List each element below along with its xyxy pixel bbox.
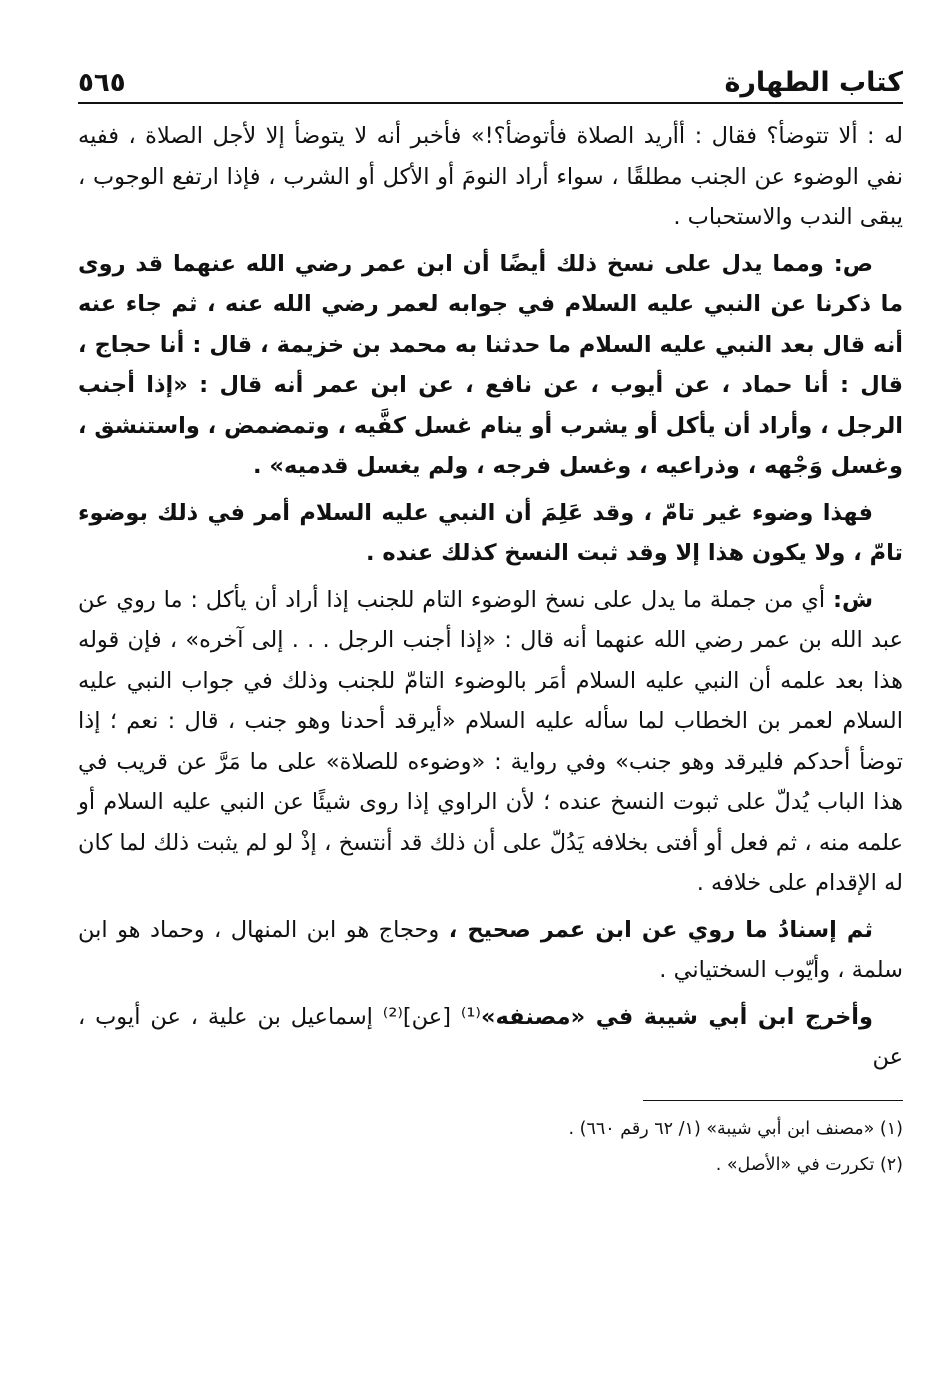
page-body: [78, 116, 903, 1078]
footnote-2: (٢) تكررت في «الأصل» .: [715, 1154, 903, 1175]
paragraph-6-lead: وأخرج ابن أبي شيبة في «مصنفه»: [480, 1003, 873, 1030]
paragraph-6-text: ⁽¹⁾ [عن]⁽²⁾ إسماعيل بن علية ، عن أيوب ، عن: [78, 1003, 903, 1070]
page-number: ٥٦٥: [78, 68, 126, 98]
paragraph-5-lead: ثم إسنادُ ما روي عن ابن عمر صحيح ،: [448, 916, 873, 943]
book-page: [78, 52, 903, 1183]
running-title: كتاب الطهارة: [724, 67, 903, 98]
paragraph-2-text: ومما يدل على نسخ ذلك أيضًا أن ابن عمر رضي الله عنهما قد روى ما ذكرنا عن النبي عليه السلام في جوابه لعمر رضي الله عنه ، ثم جاء عنه أنه قال بعد النبي عليه السلام ما حدثنا به محمد بن خزيمة ، قال : أنا حجاج ، قال : أنا حماد ، عن أيوب ، عن نافع ، عن ابن عمر أنه قال : «إذا أجنب الرجل ، وأراد أن يأكل أو يشرب أو ينام غسل كفَّيه ، وتمضمض ، واستنشق ، وغسل وَجْهه ، وذراعيه ، وغسل فرجه ، ولم يغسل قدميه» .: [78, 250, 903, 479]
paragraph-4-text: أي من جملة ما يدل على نسخ الوضوء التام للجنب إذا أراد أن يأكل : ما روي عن عبد الله بن عمر رضي الله عنهما أنه قال : «إذا أجنب الرجل . . . إلى آخره» ، فإن قوله هذا بعد علمه أن النبي عليه السلام أمَر بالوضوء التامّ للجنب وذلك في جواب النبي عليه السلام لعمر بن الخطاب لما سأله عليه السلام «أيرقد أحدنا وهو جنب ، قال : نعم ؛ إذا توضأ أحدكم فليرقد وهو جنب» وفي رواية : «وضوءه للصلاة» على ما مَرَّ عن قريب في هذا الباب يُدلّ على ثبوت النسخ عنده ؛ لأن الراوي إذا روى شيئًا عن النبي عليه السلام أو علمه منه ، ثم فعل أو أفتى بخلافه يَدُلّ على أن ذلك قد أنتسخ ، إذْ لو لم يثبت ذلك لما كان له الإقدام على خلافه .: [78, 586, 903, 896]
paragraph-5: [78, 910, 903, 991]
paragraph-1: [78, 116, 903, 238]
paragraph-6: [78, 997, 903, 1078]
paragraph-5-text: وحجاج هو ابن المنهال ، وحماد هو ابن سلمة ، وأيّوب السختياني .: [78, 916, 903, 983]
paragraph-3-text: فهذا وضوء غير تامّ ، وقد عَلِمَ أن النبي عليه السلام أمر في ذلك بوضوء تامّ ، ولا يكون هذا إلا وقد ثبت النسخ كذلك عنده .: [78, 499, 903, 566]
footnote-rule: [643, 1100, 903, 1101]
footnotes: [78, 1111, 903, 1183]
page-header: [78, 52, 903, 98]
header-rule: [78, 102, 903, 104]
footnote-1: (١) «مصنف ابن أبي شيبة» (١/ ٦٢ رقم ٦٦٠) .: [568, 1118, 903, 1139]
paragraph-4-marker: ش:: [832, 586, 873, 613]
paragraph-2-marker: ص:: [833, 250, 873, 277]
paragraph-3-matn: [78, 493, 903, 574]
paragraph-4-sharh: [78, 580, 903, 904]
paragraph-1-text: له : ألا تتوضأ؟ فقال : أأريد الصلاة فأتوضأ؟!» فأخبر أنه لا يتوضأ إلا لأجل الصلاة ، ففيه نفي الوضوء عن الجنب مطلقًا ، سواء أراد النومَ أو الأكل أو الشرب ، فإذا ارتفع الوجوب ، يبقى الندب والاستحباب .: [78, 123, 903, 230]
paragraph-2-matn: [78, 244, 903, 487]
